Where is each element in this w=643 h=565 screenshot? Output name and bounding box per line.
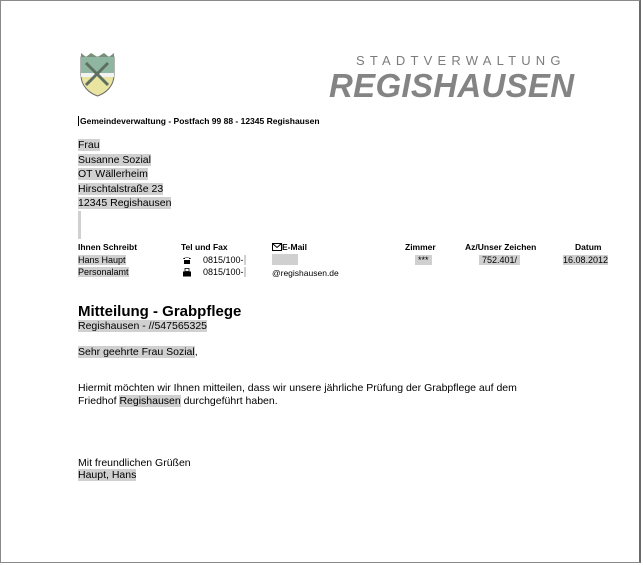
recipient-salutation[interactable]: Frau (78, 139, 100, 151)
email-domain: @regishausen.de (272, 268, 339, 278)
phone-number[interactable]: 0815/100- (203, 255, 244, 265)
fax-icon (182, 268, 192, 277)
closing: Mit freundlichen Grüßen (78, 457, 191, 469)
letter-title: Mitteilung - Grabpflege (78, 303, 242, 320)
recipient-blank-field[interactable] (78, 211, 81, 239)
email-field[interactable] (272, 254, 298, 265)
recipient-district[interactable]: OT Wällerheim (78, 168, 148, 180)
reference-field[interactable]: 752.401/ (479, 255, 520, 265)
sender-line: Gemeindeverwaltung - Postfach 99 88 - 12345 Regishausen (80, 116, 320, 126)
header-room: Zimmer (405, 242, 436, 252)
header-writer: Ihnen Schreibt (78, 242, 138, 252)
header-phone-fax: Tel und Fax (181, 242, 228, 252)
recipient-city[interactable]: 12345 Regishausen (78, 197, 172, 209)
header-email: E-Mail (272, 242, 307, 252)
crest-icon (78, 53, 117, 97)
writer-department[interactable]: Personalamt (78, 267, 129, 277)
phone-icon (182, 256, 192, 265)
envelope-icon (272, 243, 282, 251)
letter-body: Hiermit möchten wir Ihnen mitteilen, dass wir unsere jährliche Prüfung der Grabpflege auf dem Friedhof Regishausen durchgeführt haben. (78, 382, 517, 407)
date-field[interactable]: 16.08.2012 (563, 255, 609, 265)
recipient-address (78, 138, 171, 239)
fax-number[interactable]: 0815/100- (203, 267, 244, 277)
greeting: Sehr geehrte Frau Sozial, (78, 346, 198, 358)
writer-name[interactable]: Hans Haupt (78, 255, 126, 265)
signature[interactable]: Haupt, Hans (78, 469, 137, 481)
letter-subtitle[interactable]: Regishausen - //547565325 (78, 320, 208, 332)
header-date: Datum (575, 242, 602, 252)
header-title-small: STADTVERWALTUNG (356, 53, 566, 68)
text-cursor (78, 116, 79, 126)
place-field[interactable]: Regishausen (119, 395, 181, 407)
header-title-big: REGISHAUSEN (329, 67, 575, 104)
room-field[interactable]: *** (415, 255, 432, 265)
header-reference: Az/Unser Zeichen (465, 242, 537, 252)
recipient-name[interactable]: Susanne Sozial (78, 153, 151, 166)
recipient-street[interactable]: Hirschtalstraße 23 (78, 182, 164, 195)
